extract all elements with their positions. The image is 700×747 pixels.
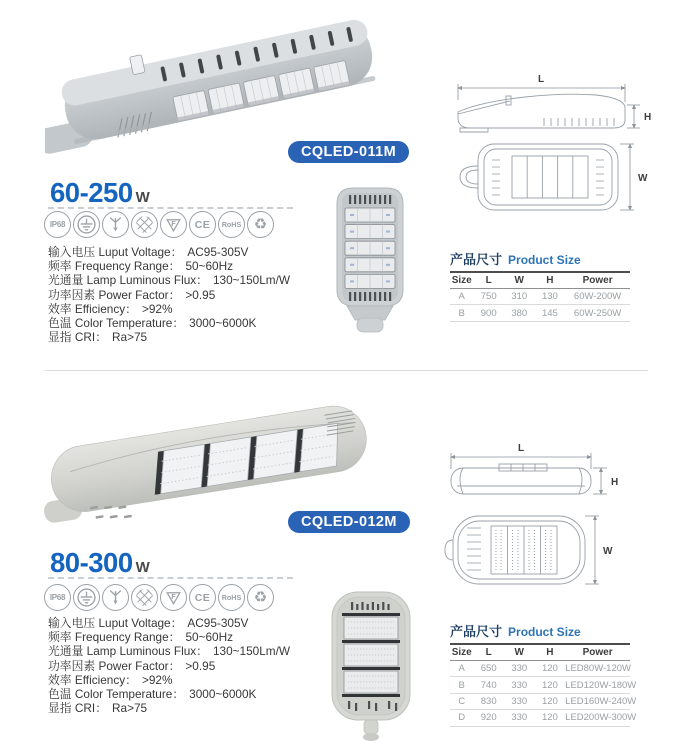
top-view-outline (445, 516, 585, 584)
ip68-icon: IP68 (44, 584, 71, 611)
length-label: L (517, 443, 525, 454)
spec-cri: 显指 CRI： Ra>75 (48, 701, 148, 716)
height-dimension (593, 468, 607, 494)
spec-input-voltage: 输入电压 Luput Voltage： AC95-305V (48, 245, 249, 259)
power-range-value: 80-300 (50, 547, 133, 578)
surge-protection-icon (102, 584, 129, 611)
col-header-power: Power (565, 644, 630, 661)
table-row: B 900 380 145 60W-250W (450, 305, 630, 321)
col-header-l: L (473, 272, 504, 289)
height-label: H (644, 112, 652, 123)
table-row: C 830 330 120 LED160W-240W (450, 693, 630, 709)
width-dimension (620, 144, 634, 210)
table-header-row (450, 644, 630, 661)
svg-text:F: F (171, 219, 176, 229)
product-size-title-en: Product Size (508, 625, 581, 639)
spec-color-temperature: 色温 Color Temperature： 3000~6000K (48, 316, 257, 331)
ce-icon: CE (189, 584, 216, 611)
product-size-table-011m (450, 271, 630, 322)
spec-cri: 显指 CRI： Ra>75 (48, 330, 148, 345)
power-range-value: 60-250 (50, 177, 133, 208)
product-photo-bottom-view-012m (324, 588, 418, 746)
mesh-filter-icon (131, 584, 158, 611)
ip68-icon: IP68 (44, 211, 71, 238)
spec-color-temperature: 色温 Color Temperature： 3000~6000K (48, 687, 257, 702)
length-dimension (458, 84, 625, 102)
spec-frequency: 频率 Frequency Range： 50~60Hz (48, 259, 234, 274)
section-divider (45, 370, 648, 371)
table-row: A 750 310 130 60W-200W (450, 289, 630, 305)
length-label: L (537, 74, 545, 85)
spec-list (48, 616, 290, 715)
col-header-size: Size (450, 644, 473, 661)
product-size-title-en: Product Size (508, 253, 581, 267)
width-label: W (603, 546, 613, 557)
height-label: H (611, 477, 619, 488)
led-modules (342, 613, 400, 697)
product-size-table-012m (450, 643, 637, 727)
col-header-size: Size (450, 272, 473, 289)
col-header-l: L (473, 644, 504, 661)
mesh-filter-icon (131, 211, 158, 238)
surge-protection-icon (102, 211, 129, 238)
col-header-power: Power (565, 272, 630, 289)
product-photo-angled-011m (45, 6, 390, 156)
height-dimension (627, 105, 640, 128)
power-range-title (50, 177, 150, 209)
certification-icons (44, 584, 274, 611)
width-label: W (638, 173, 648, 184)
side-view-outline (458, 94, 625, 132)
table-row: B 740 330 120 LED120W-180W (450, 677, 630, 693)
spec-efficiency: 效率 Efficiency： >92% (48, 672, 173, 687)
dimension-drawing-011m (448, 70, 658, 235)
rohs-icon: RoHS (218, 211, 245, 238)
spec-luminous-flux: 光通量 Lamp Luminous Flux： 130~150Lm/W (48, 273, 291, 288)
spec-input-voltage: 输入电压 Luput Voltage： AC95-305V (48, 616, 249, 630)
led-modules (345, 208, 395, 288)
length-dimension (451, 453, 591, 469)
product-size-title (450, 621, 581, 641)
recycle-icon: ♻ (247, 211, 274, 238)
spec-list (48, 245, 290, 344)
power-range-title (50, 547, 150, 579)
product-size-title (450, 249, 581, 269)
spec-frequency: 频率 Frequency Range： 50~60Hz (48, 630, 234, 645)
model-badge-011m: CQLED-011M (288, 141, 409, 163)
grounding-icon (73, 584, 100, 611)
f-mark-icon (160, 211, 187, 238)
model-badge-012m: CQLED-012M (288, 511, 410, 533)
dashed-divider (48, 207, 293, 209)
spec-power-factor: 功率因素 Power Factor： >0.95 (48, 287, 216, 302)
certification-icons (44, 211, 274, 238)
dashed-divider (48, 577, 293, 579)
power-unit: W (135, 559, 150, 576)
col-header-w: W (504, 272, 535, 289)
spec-luminous-flux: 光通量 Lamp Luminous Flux： 130~150Lm/W (48, 644, 291, 659)
dimension-drawing-012m (443, 438, 653, 613)
col-header-w: W (504, 644, 535, 661)
side-view-outline (451, 464, 591, 494)
width-dimension (585, 516, 599, 584)
ce-icon: CE (189, 211, 216, 238)
product-size-title-zh: 产品尺寸 (450, 252, 503, 267)
product-photo-bottom-view-011m (323, 182, 417, 334)
spec-efficiency: 效率 Efficiency： >92% (48, 301, 173, 316)
spec-power-factor: 功率因素 Power Factor： >0.95 (48, 658, 216, 673)
product-size-title-zh: 产品尺寸 (450, 624, 503, 639)
grounding-icon (73, 211, 100, 238)
table-row: D 920 330 120 LED200W-300W (450, 710, 630, 726)
table-row: A 650 330 120 LED80W-120W (450, 661, 630, 677)
top-view-outline (460, 144, 618, 210)
col-header-h: H (535, 644, 566, 661)
table-header-row (450, 272, 630, 289)
f-mark-icon (160, 584, 187, 611)
svg-text:F: F (171, 592, 176, 602)
col-header-h: H (535, 272, 566, 289)
rohs-icon: RoHS (218, 584, 245, 611)
recycle-icon: ♻ (247, 584, 274, 611)
power-unit: W (135, 189, 150, 206)
